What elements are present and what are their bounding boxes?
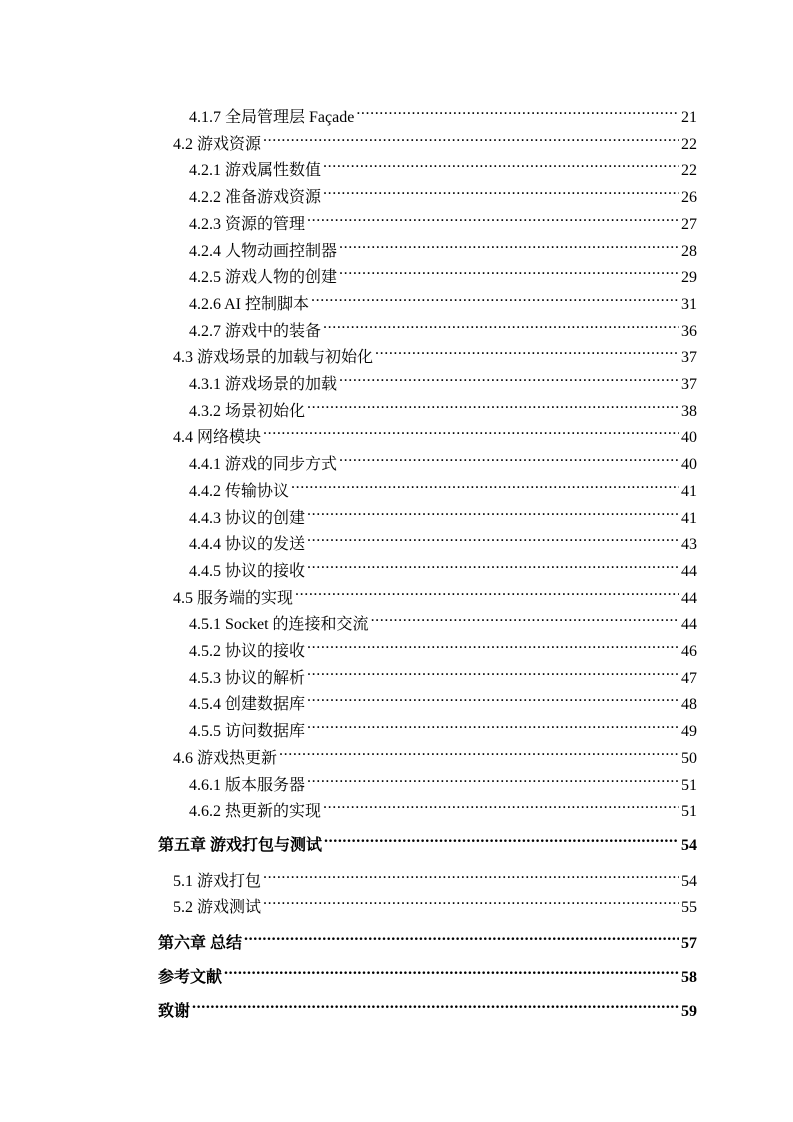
dot-leader <box>375 338 679 362</box>
toc-entry[interactable] <box>173 888 697 916</box>
toc-entry-title: 4.2.7 游戏中的装备 <box>189 322 322 340</box>
toc-entry-title: 第五章 游戏打包与测试 <box>158 837 323 854</box>
toc-entry-title: 4.2 游戏资源 <box>173 135 262 153</box>
toc-entry[interactable] <box>189 232 697 260</box>
toc-entry-page: 40 <box>681 456 697 474</box>
toc-entry[interactable] <box>189 445 697 474</box>
toc-entry-title: 4.1.7 全局管理层 Façade <box>189 109 355 126</box>
toc-entry[interactable] <box>189 178 697 207</box>
toc-entry[interactable] <box>189 659 697 687</box>
toc-entry-page: 57 <box>681 935 697 952</box>
dot-leader <box>339 232 679 256</box>
dot-leader <box>307 392 679 416</box>
toc-entry-page: 54 <box>681 873 697 890</box>
toc-entry[interactable] <box>189 685 697 714</box>
dot-leader <box>307 685 679 709</box>
toc-entry-title: 4.4.1 游戏的同步方式 <box>189 456 338 474</box>
toc-entry[interactable] <box>189 472 697 500</box>
toc-entry-title: 4.4.2 传输协议 <box>189 482 290 500</box>
dot-leader <box>339 365 679 389</box>
dot-leader <box>307 499 679 523</box>
toc-entry[interactable] <box>173 418 697 447</box>
toc-entry[interactable] <box>189 605 697 634</box>
dot-leader <box>307 712 679 736</box>
toc-entry-page: 38 <box>681 402 697 420</box>
toc-entry-title: 致谢 <box>158 1003 191 1020</box>
dot-leader <box>356 98 679 122</box>
dot-leader <box>263 888 679 912</box>
toc-entry[interactable] <box>189 792 697 821</box>
toc-entry-title: 4.2.3 资源的管理 <box>189 215 306 233</box>
dot-leader <box>307 766 679 790</box>
toc-entry-title: 5.1 游戏打包 <box>173 873 262 890</box>
toc-entry[interactable] <box>189 365 697 393</box>
toc-entry-page: 48 <box>681 696 697 714</box>
toc-entry-title: 4.2.2 准备游戏资源 <box>189 189 322 207</box>
toc-entry-page: 44 <box>681 616 697 634</box>
toc-entry[interactable] <box>189 766 697 794</box>
toc-entry[interactable] <box>189 285 697 313</box>
toc-entry-page: 49 <box>681 723 697 741</box>
toc-entry[interactable] <box>158 992 697 1020</box>
toc-entry-title: 4.5.4 创建数据库 <box>189 696 306 714</box>
toc-entry-title: 5.2 游戏测试 <box>173 899 262 916</box>
dot-leader <box>324 826 679 850</box>
dot-leader <box>263 125 679 149</box>
toc-entry[interactable] <box>158 924 697 952</box>
toc-entry-page: 22 <box>681 135 697 153</box>
toc-entry[interactable] <box>173 125 697 153</box>
toc-entry-title: 参考文献 <box>158 969 223 986</box>
toc-entry-page: 50 <box>681 749 697 767</box>
toc-entry[interactable] <box>189 258 697 287</box>
toc-entry-page: 37 <box>681 349 697 367</box>
toc-entry[interactable] <box>189 151 697 180</box>
toc-entry-page: 41 <box>681 482 697 500</box>
toc-entry-page: 36 <box>681 322 697 340</box>
toc-entry[interactable] <box>189 499 697 527</box>
toc-entry-title: 4.6.1 版本服务器 <box>189 776 306 794</box>
toc-entry-page: 43 <box>681 536 697 554</box>
dot-leader <box>307 659 679 683</box>
dot-leader <box>291 472 679 496</box>
toc-entry-page: 41 <box>681 509 697 527</box>
toc-entry-page: 29 <box>681 269 697 287</box>
dot-leader <box>371 605 679 629</box>
toc-entry-page: 31 <box>681 295 697 313</box>
toc-entry-title: 4.5.2 协议的接收 <box>189 643 306 660</box>
toc-entry[interactable] <box>189 552 697 580</box>
toc-entry-title: 4.4.4 协议的发送 <box>189 536 306 554</box>
dot-leader <box>323 312 679 336</box>
toc-entry[interactable] <box>189 205 697 233</box>
toc-entry-title: 4.2.4 人物动画控制器 <box>189 242 338 260</box>
toc-entry-page: 40 <box>681 429 697 447</box>
toc-entry[interactable] <box>189 712 697 741</box>
dot-leader <box>192 992 679 1016</box>
dot-leader <box>263 418 679 442</box>
toc-entry-page: 46 <box>681 643 697 660</box>
toc-entry-title: 4.4 网络模块 <box>173 429 262 447</box>
toc-entry-page: 59 <box>681 1003 697 1020</box>
toc-entry[interactable] <box>173 579 697 607</box>
toc-entry-page: 26 <box>681 189 697 207</box>
toc-entry[interactable] <box>173 862 697 890</box>
toc-entry[interactable] <box>173 739 697 767</box>
toc-entry-page: 58 <box>681 969 697 986</box>
toc-entry-page: 28 <box>681 242 697 260</box>
toc-entry[interactable] <box>158 958 697 986</box>
toc-entry-page: 51 <box>681 803 697 821</box>
dot-leader <box>339 258 679 282</box>
toc-entry-page: 22 <box>681 162 697 180</box>
toc-entry-title: 4.5.1 Socket 的连接和交流 <box>189 616 369 634</box>
toc-entry-page: 51 <box>681 776 697 794</box>
dot-leader <box>323 178 679 202</box>
toc-entry-title: 4.2.5 游戏人物的创建 <box>189 269 338 287</box>
toc-entry-title: 4.4.3 协议的创建 <box>189 509 306 527</box>
toc-entry-title: 第六章 总结 <box>158 935 243 952</box>
toc-entry-title: 4.3 游戏场景的加载与初始化 <box>173 349 374 367</box>
toc-entry-page: 37 <box>681 376 697 393</box>
dot-leader <box>307 552 679 576</box>
dot-leader <box>339 445 679 469</box>
toc-entry-title: 4.3.2 场景初始化 <box>189 402 306 420</box>
toc-entry[interactable] <box>189 98 697 126</box>
toc-entry-page: 54 <box>681 837 697 854</box>
dot-leader <box>307 632 679 656</box>
dot-leader <box>295 579 679 603</box>
dot-leader <box>311 285 679 309</box>
toc-entry-page: 21 <box>681 109 697 126</box>
dot-leader <box>244 924 679 948</box>
toc-entry-title: 4.5.3 协议的解析 <box>189 669 306 687</box>
toc-entry-page: 47 <box>681 669 697 687</box>
dot-leader <box>323 792 679 816</box>
toc-entry-title: 4.2.1 游戏属性数值 <box>189 162 322 180</box>
toc-entry[interactable] <box>158 826 697 854</box>
toc-entry-title: 4.4.5 协议的接收 <box>189 562 306 580</box>
toc-entry[interactable] <box>173 338 697 367</box>
toc-entry-title: 4.6.2 热更新的实现 <box>189 803 322 821</box>
dot-leader <box>224 958 679 982</box>
toc-entry-page: 55 <box>681 899 697 916</box>
toc-entry[interactable] <box>189 632 697 660</box>
toc-entry-title: 4.3.1 游戏场景的加载 <box>189 376 338 393</box>
toc-entry-title: 4.2.6 AI 控制脚本 <box>189 295 310 313</box>
toc-entry[interactable] <box>189 392 697 420</box>
toc-entry-title: 4.5.5 访问数据库 <box>189 723 306 741</box>
dot-leader <box>307 525 679 549</box>
toc-entry-title: 4.6 游戏热更新 <box>173 749 278 767</box>
toc-entry-page: 44 <box>681 589 697 607</box>
dot-leader <box>263 862 679 886</box>
toc-entry-page: 27 <box>681 215 697 233</box>
dot-leader <box>279 739 679 763</box>
dot-leader <box>307 205 679 229</box>
toc-entry-page: 44 <box>681 562 697 580</box>
toc-entry[interactable] <box>189 312 697 340</box>
toc-entry-title: 4.5 服务端的实现 <box>173 589 294 607</box>
dot-leader <box>323 151 679 175</box>
toc-entry[interactable] <box>189 525 697 554</box>
